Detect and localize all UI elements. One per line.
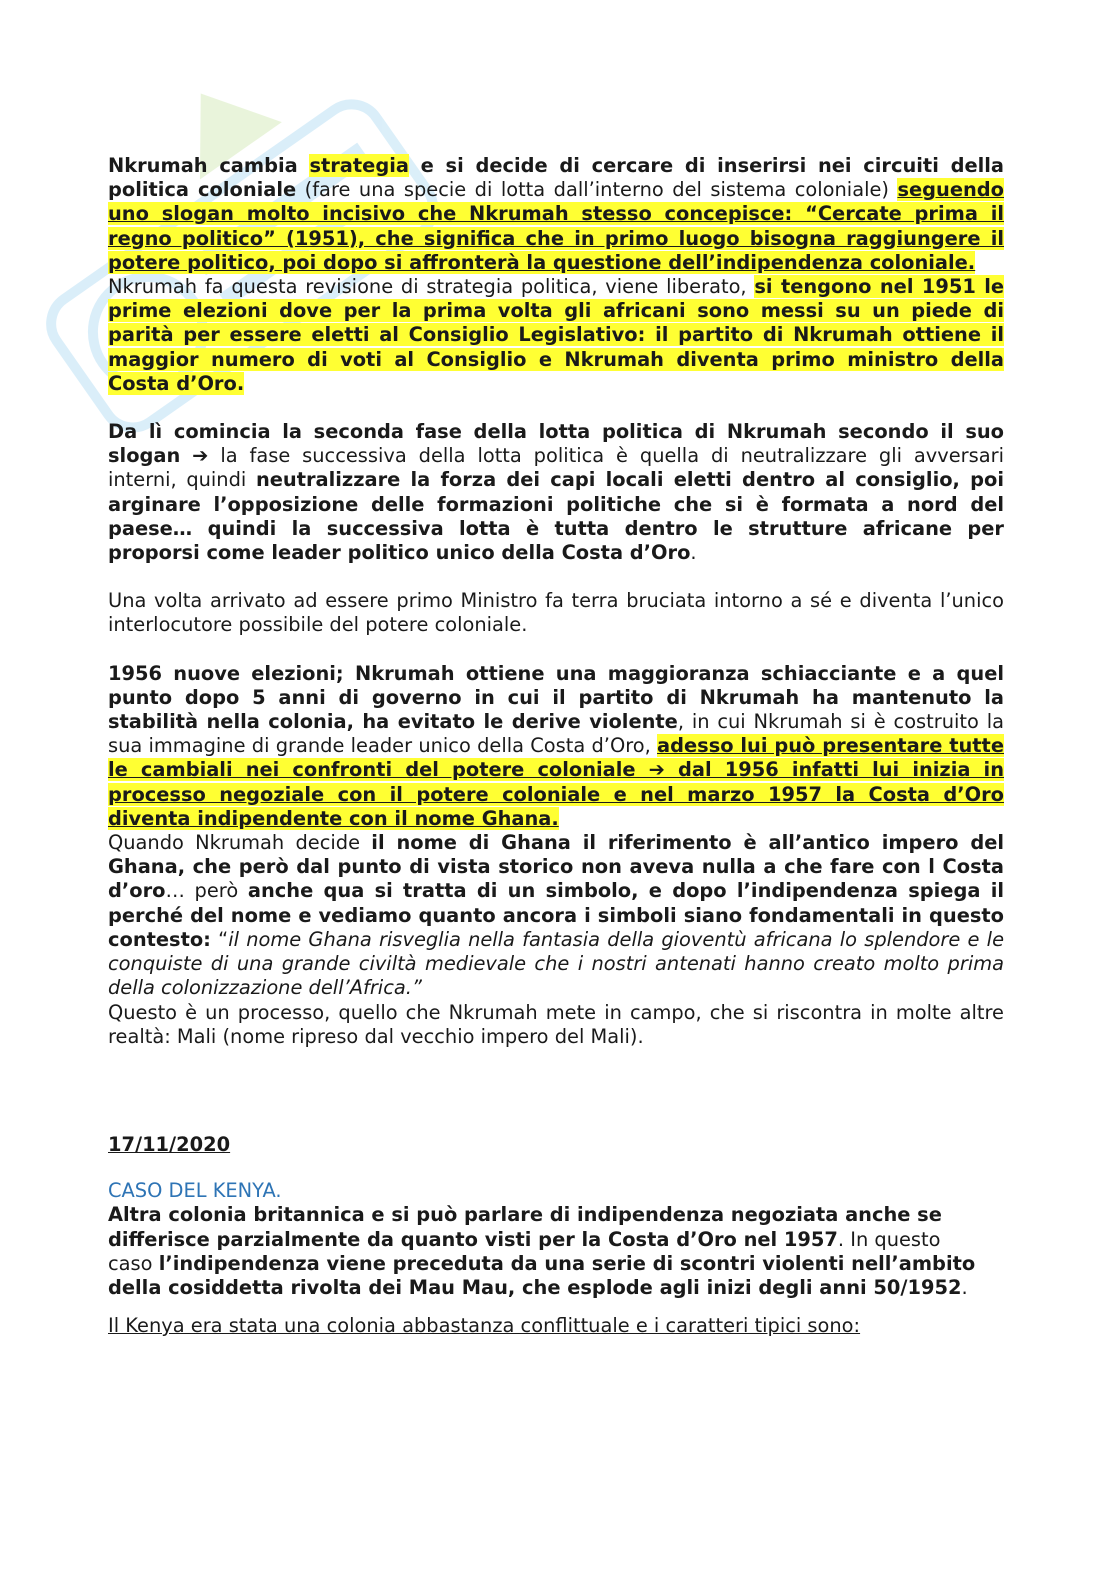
paragraph-strategia: Nkrumah cambia strategia e si decide di cercare di inserirsi nei circuiti della politica coloniale (fare una specie di lotta dall’interno del sistema coloniale) seguendo uno slogan molto incisivo che Nkrumah stesso concepisce: “Cercate prima il regno politico” (1951), che significa che in primo luogo bisogna raggiungere il potere politico, poi dopo si affronterà la questione dell’indipendenza coloniale. [108, 154, 1004, 274]
paragraph-kenya: Altra colonia britannica e si può parlare di indipendenza negoziata anche se differisce parzialmente da quanto visti per la Costa d’Oro nel 1957. In questo caso l’indipendenza viene preceduta da una serie di scontri violenti nell’ambito della cosiddetta rivolta dei Mau Mau, che esplode agli inizi degli anni 50/1952. [108, 1203, 976, 1299]
paragraph-primo-ministro: Una volta arrivato ad essere primo Ministro fa terra bruciata intorno a sé e diventa l’unico interlocutore possibile del potere coloniale. [108, 589, 1004, 637]
document-page [108, 154, 1004, 1338]
paragraph-nome-ghana: Quando Nkrumah decide il nome di Ghana il riferimento è all’antico impero del Ghana, che però dal punto di vista storico non aveva nulla a che fare con l Costa d’oro… però anche qua si tratta di un simbolo, e dopo l’indipendenza spiega il perché del nome e vediamo quanto ancora i simboli siano fondamentali in questo contesto: “il nome Ghana risveglia nella fantasia della gioventù africana lo splendore e le conquiste di una grande civiltà medievale che i nostri antenati hanno creato molto prima della colonizzazione dell’Africa.” [108, 831, 1005, 1000]
paragraph-elezioni-1956: 1956 nuove elezioni; Nkrumah ottiene una maggioranza schiacciante e a quel punto dopo 5 anni di governo in cui il partito di Nkrumah ha mantenuto la stabilità nella colonia, ha evitato le derive violente, in cui Nkrumah si è costruito la sua immagine di grande leader unico della Costa d’Oro, adesso lui può presentare tutte le cambiali nei confronti del potere coloniale ➔ dal 1956 infatti lui inizia in processo negoziale con il potere coloniale e nel marzo 1957 la Costa d’Oro diventa indipendente con il nome Ghana. [108, 661, 1004, 830]
date-heading: 17/11/2020 [108, 1132, 231, 1156]
section-heading-kenya: CASO DEL KENYA. [108, 1179, 282, 1203]
paragraph-elezioni-1951: Nkrumah fa questa revisione di strategia politica, viene liberato, si tengono nel 1951 le prime elezioni dove per la prima volta gli africani sono messi su un piede di parità per essere eletti al Consiglio Legislativo: il partito di Nkrumah ottiene il maggior numero di voti al Consiglio e Nkrumah diventa primo ministro della Costa d’Oro. [108, 275, 1004, 395]
paragraph-mali: Questo è un processo, quello che Nkrumah mete in campo, che si riscontra in molte altre realtà: Mali (nome ripreso dal vecchio impero del Mali). [108, 1000, 1004, 1048]
paragraph-caratteri-tipici: Il Kenya era stata una colonia abbastanza conflittuale e i caratteri tipici sono: [108, 1314, 861, 1338]
paragraph-seconda-fase: Da lì comincia la seconda fase della lotta politica di Nkrumah secondo il suo slogan ➔ la fase successiva della lotta politica è quella di neutralizzare gli avversari interni, quindi neutralizzare la forza dei capi locali eletti dentro al consiglio, poi arginare l’opposizione delle formazioni politiche che si è formata a nord del paese… quindi la successiva lotta è tutta dentro le strutture africane per proporsi come leader politico unico della Costa d’Oro. [108, 420, 1004, 565]
